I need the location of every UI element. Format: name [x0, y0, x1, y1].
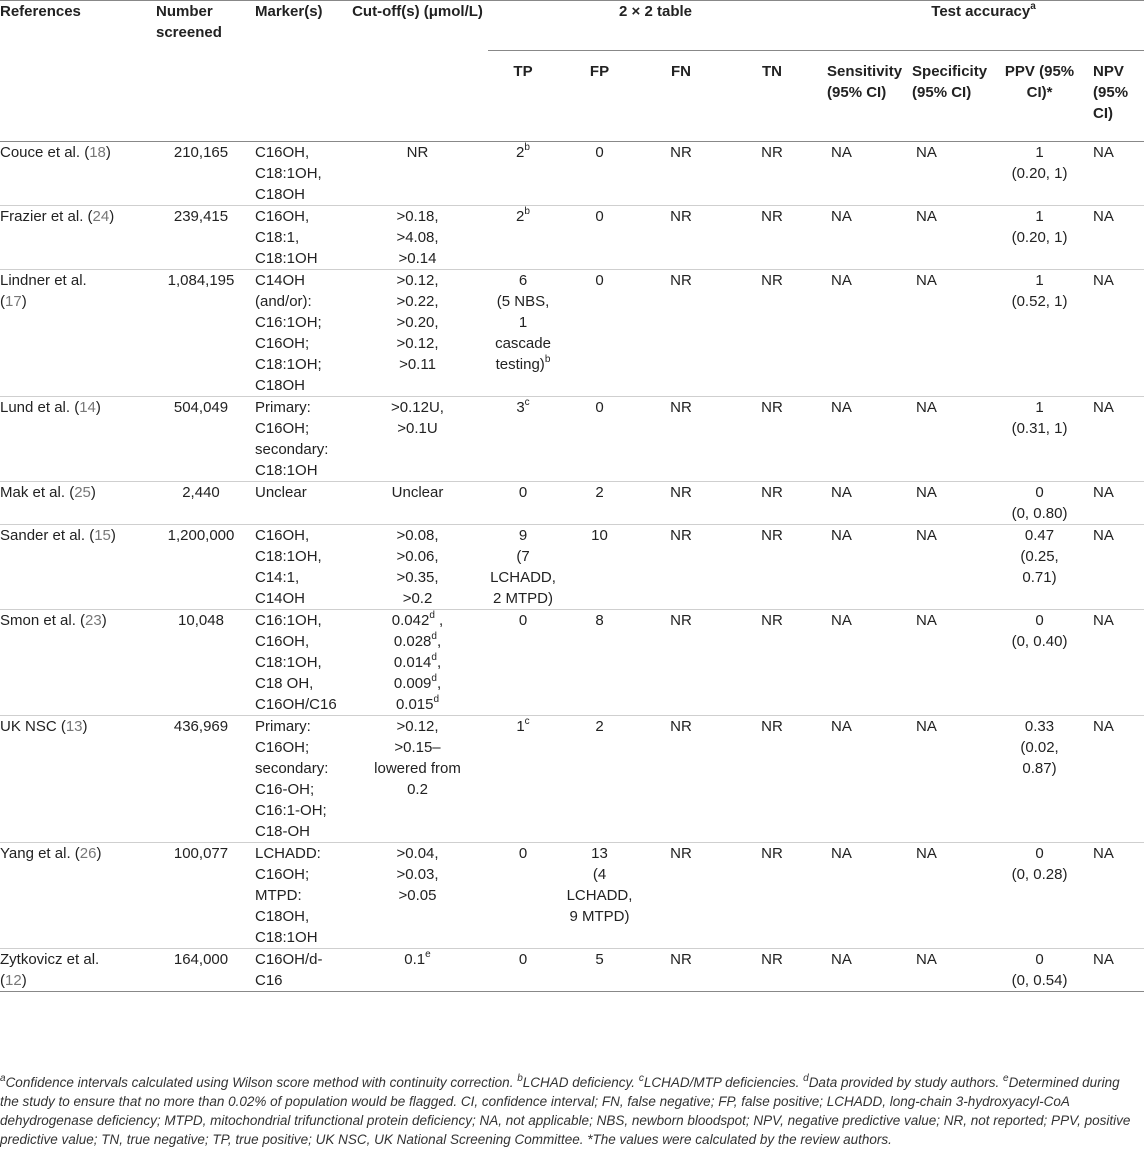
- cell-tp: 2$^b$: [488, 142, 558, 206]
- cell-ppv: 1 (0.20, 1): [994, 142, 1085, 206]
- header-row-1: [0, 1, 1144, 62]
- footnote-text: Data provided by study authors.: [808, 1075, 1004, 1090]
- table-footnotes: [0, 1073, 1140, 1149]
- cell-fn: NR: [641, 142, 721, 206]
- cell-reference: UK NSC (13): [0, 716, 150, 843]
- superscript-note: d: [803, 1072, 809, 1084]
- cell-fp: 0: [558, 397, 641, 482]
- footnote-text: LCHAD/MTP deficiencies.: [643, 1075, 804, 1090]
- cell-markers: C16:1OH, C16OH, C18:1OH, C18 OH, C16OH/C16: [252, 610, 347, 716]
- superscript-note: b: [524, 142, 530, 153]
- header-fn: FN: [641, 61, 721, 142]
- superscript-note: b: [517, 1072, 523, 1084]
- cell-npv: NA: [1085, 206, 1144, 270]
- header-markers: Marker(s): [252, 1, 347, 142]
- cell-sensitivity: NA: [823, 716, 908, 843]
- superscript-note: d: [433, 694, 440, 705]
- superscript-note: d: [431, 673, 437, 684]
- cell-tn: NR: [721, 397, 823, 482]
- cell-cutoff: >0.18, >4.08, >0.14: [347, 206, 488, 270]
- cell-markers: C16OH, C18:1OH, C18OH: [252, 142, 347, 206]
- cell-fn: NR: [641, 206, 721, 270]
- cell-tn: NR: [721, 270, 823, 397]
- cell-fn: NR: [641, 949, 721, 992]
- cell-sensitivity: NA: [823, 482, 908, 525]
- cell-npv: NA: [1085, 142, 1144, 206]
- cell-tn: NR: [721, 949, 823, 992]
- footnote-text: Determined during the study to ensure that no more than 0.02% of population would be flagged. CI, confidence interval; FN, false negative; FP, false positive; LCHADD, long-chain 3-hydroxyacyl-CoA dehydrogenase deficiency; MTPD, mitochondrial trifunctional protein deficiency; NA, not applicable; NBS, newborn bloodspot; NPV, negative predictive value; NR, not reported; PPV, positive predictive value; TN, true negative; TP, true positive; UK NSC, UK National Screening Committee. *The values were calculated by the review authors.: [0, 1075, 1131, 1147]
- cell-npv: NA: [1085, 482, 1144, 525]
- cell-ppv: 0.47 (0.25, 0.71): [994, 525, 1085, 610]
- reference-link[interactable]: 15: [94, 527, 111, 544]
- table-row: [0, 525, 1144, 610]
- cell-reference: Zytkovicz et al. (12): [0, 949, 150, 992]
- cell-number-screened: 504,049: [150, 397, 252, 482]
- cell-specificity: NA: [908, 142, 994, 206]
- cell-tn: NR: [721, 610, 823, 716]
- superscript-note: d: [431, 652, 437, 663]
- cell-tn: NR: [721, 142, 823, 206]
- cell-tp: 0: [488, 610, 558, 716]
- cell-markers: Unclear: [252, 482, 347, 525]
- reference-link[interactable]: 14: [79, 399, 96, 416]
- table-row: [0, 397, 1144, 482]
- superscript-note: d: [431, 631, 437, 642]
- cell-npv: NA: [1085, 270, 1144, 397]
- cell-fn: NR: [641, 270, 721, 397]
- cell-tp: 9 (7 LCHADD, 2 MTPD): [488, 525, 558, 610]
- cell-cutoff: >0.04, >0.03, >0.05: [347, 843, 488, 949]
- table-row: [0, 716, 1144, 843]
- cell-tp: 6 (5 NBS, 1 cascade testing)$^b$: [488, 270, 558, 397]
- cell-reference: Mak et al. (25): [0, 482, 150, 525]
- cell-fn: NR: [641, 397, 721, 482]
- cell-markers: LCHADD: C16OH; MTPD: C18OH, C18:1OH: [252, 843, 347, 949]
- cell-sensitivity: NA: [823, 397, 908, 482]
- header-ppv: PPV (95% CI)*: [994, 61, 1085, 142]
- cell-number-screened: 164,000: [150, 949, 252, 992]
- cell-number-screened: 210,165: [150, 142, 252, 206]
- header-number-screened: Number screened: [150, 1, 252, 142]
- cell-fp: 5: [558, 949, 641, 992]
- cell-npv: NA: [1085, 716, 1144, 843]
- cell-ppv: 0 (0, 0.40): [994, 610, 1085, 716]
- cell-cutoff: >0.12, >0.15– lowered from 0.2: [347, 716, 488, 843]
- header-2x2-table: 2 × 2 table: [488, 1, 823, 62]
- cell-sensitivity: NA: [823, 206, 908, 270]
- cell-markers: C16OH, C18:1OH, C14:1, C14OH: [252, 525, 347, 610]
- cell-tp: 0: [488, 949, 558, 992]
- reference-link[interactable]: 18: [89, 144, 106, 161]
- superscript-note: e: [1003, 1072, 1009, 1084]
- cell-npv: NA: [1085, 843, 1144, 949]
- cell-specificity: NA: [908, 525, 994, 610]
- cell-number-screened: 100,077: [150, 843, 252, 949]
- cell-markers: C16OH/d- C16: [252, 949, 347, 992]
- superscript-note: d: [429, 610, 435, 621]
- cell-specificity: NA: [908, 843, 994, 949]
- table-row: [0, 610, 1144, 716]
- reference-link[interactable]: 13: [65, 718, 83, 735]
- cell-sensitivity: NA: [823, 142, 908, 206]
- cell-number-screened: 10,048: [150, 610, 252, 716]
- cell-ppv: 0 (0, 0.80): [994, 482, 1085, 525]
- cell-ppv: 0.33 (0.02, 0.87): [994, 716, 1085, 843]
- superscript-note: c: [638, 1072, 644, 1084]
- cell-specificity: NA: [908, 610, 994, 716]
- cell-reference: Lund et al. (14): [0, 397, 150, 482]
- cell-tn: NR: [721, 525, 823, 610]
- reference-link[interactable]: 17: [5, 293, 22, 310]
- cell-reference: Sander et al. (15): [0, 525, 150, 610]
- cell-cutoff: NR: [347, 142, 488, 206]
- cell-ppv: 0 (0, 0.54): [994, 949, 1085, 992]
- cell-number-screened: 436,969: [150, 716, 252, 843]
- cell-ppv: 1 (0.31, 1): [994, 397, 1085, 482]
- reference-link[interactable]: 25: [74, 484, 91, 501]
- header-cutoffs: Cut-off(s) (μmol/L): [347, 1, 488, 142]
- cell-ppv: 1 (0.52, 1): [994, 270, 1085, 397]
- cell-fp: 2: [558, 482, 641, 525]
- footnote-text: Confidence intervals calculated using Wilson score method with continuity correction.: [5, 1075, 518, 1090]
- cell-sensitivity: NA: [823, 610, 908, 716]
- cell-cutoff: >0.12, >0.22, >0.20, >0.12, >0.11: [347, 270, 488, 397]
- superscript-note: e: [425, 949, 431, 960]
- footnote-text: LCHAD deficiency.: [522, 1075, 639, 1090]
- cell-cutoff: Unclear: [347, 482, 488, 525]
- cell-reference: Couce et al. (18): [0, 142, 150, 206]
- superscript-note: c: [524, 397, 530, 408]
- cell-npv: NA: [1085, 397, 1144, 482]
- cell-number-screened: 239,415: [150, 206, 252, 270]
- cell-npv: NA: [1085, 949, 1144, 992]
- cell-number-screened: 2,440: [150, 482, 252, 525]
- header-references: References: [0, 1, 150, 142]
- header-fp: FP: [558, 61, 641, 142]
- cell-ppv: 1 (0.20, 1): [994, 206, 1085, 270]
- cell-fn: NR: [641, 482, 721, 525]
- cell-specificity: NA: [908, 206, 994, 270]
- cell-cutoff: >0.08, >0.06, >0.35, >0.2: [347, 525, 488, 610]
- reference-link[interactable]: 23: [85, 612, 102, 629]
- cell-sensitivity: NA: [823, 949, 908, 992]
- cell-fp: 0: [558, 270, 641, 397]
- cell-reference: Yang et al. (26): [0, 843, 150, 949]
- cell-sensitivity: NA: [823, 270, 908, 397]
- cell-fp: 0: [558, 142, 641, 206]
- cell-reference: Frazier et al. (24): [0, 206, 150, 270]
- cell-fn: NR: [641, 610, 721, 716]
- header-npv: NPV (95% CI): [1085, 61, 1144, 142]
- header-specificity: Specificity (95% CI): [908, 61, 994, 142]
- cell-sensitivity: NA: [823, 525, 908, 610]
- cell-tp: 0: [488, 843, 558, 949]
- cell-tn: NR: [721, 206, 823, 270]
- cell-specificity: NA: [908, 482, 994, 525]
- cell-tp: 3$^c$: [488, 397, 558, 482]
- superscript-note: c: [524, 716, 530, 727]
- cell-fp: 0: [558, 206, 641, 270]
- cell-specificity: NA: [908, 716, 994, 843]
- cell-npv: NA: [1085, 610, 1144, 716]
- cell-markers: C16OH, C18:1, C18:1OH: [252, 206, 347, 270]
- table-body: [0, 142, 1144, 992]
- table-row: [0, 949, 1144, 992]
- cell-fp: 2: [558, 716, 641, 843]
- cell-number-screened: 1,200,000: [150, 525, 252, 610]
- reference-link[interactable]: 12: [5, 972, 22, 989]
- header-tn: TN: [721, 61, 823, 142]
- header-tp: TP: [488, 61, 558, 142]
- cell-reference: Lindner et al. (17): [0, 270, 150, 397]
- reference-link[interactable]: 24: [92, 208, 110, 225]
- superscript-note: b: [524, 206, 530, 217]
- table-row: [0, 142, 1144, 206]
- cell-markers: Primary: C16OH; secondary: C16-OH; C16:1-OH; C18-OH: [252, 716, 347, 843]
- cell-specificity: NA: [908, 397, 994, 482]
- header-test-accuracy: Test accuracy$^a$: [823, 1, 1144, 62]
- table-row: [0, 270, 1144, 397]
- header-sensitivity: Sensitivity (95% CI): [823, 61, 908, 142]
- cell-specificity: NA: [908, 270, 994, 397]
- cell-fp: 8: [558, 610, 641, 716]
- cell-fp: 13 (4 LCHADD, 9 MTPD): [558, 843, 641, 949]
- cell-tn: NR: [721, 716, 823, 843]
- cell-markers: C14OH (and/or): C16:1OH; C16OH; C18:1OH; C18OH: [252, 270, 347, 397]
- cell-specificity: NA: [908, 949, 994, 992]
- cell-tp: 0: [488, 482, 558, 525]
- reference-link[interactable]: 26: [79, 845, 97, 862]
- cell-fn: NR: [641, 525, 721, 610]
- table-row: [0, 482, 1144, 525]
- cell-cutoff: >0.12U, >0.1U: [347, 397, 488, 482]
- cell-ppv: 0 (0, 0.28): [994, 843, 1085, 949]
- cell-fp: 10: [558, 525, 641, 610]
- cell-reference: Smon et al. (23): [0, 610, 150, 716]
- cell-tn: NR: [721, 843, 823, 949]
- cell-npv: NA: [1085, 525, 1144, 610]
- cell-tn: NR: [721, 482, 823, 525]
- superscript-note: b: [544, 354, 551, 365]
- table-row: [0, 843, 1144, 949]
- cell-cutoff: 0.042$^d$ , 0.028$^d$, 0.014$^d$, 0.009$^d$, 0.015$^d$: [347, 610, 488, 716]
- cell-sensitivity: NA: [823, 843, 908, 949]
- cell-number-screened: 1,084,195: [150, 270, 252, 397]
- cell-fn: NR: [641, 843, 721, 949]
- cell-tp: 1$^c$: [488, 716, 558, 843]
- table-row: [0, 206, 1144, 270]
- cell-markers: Primary: C16OH; secondary: C18:1OH: [252, 397, 347, 482]
- cell-cutoff: 0.1e: [347, 949, 488, 992]
- cell-fn: NR: [641, 716, 721, 843]
- cell-tp: 2$^b$: [488, 206, 558, 270]
- superscript-note: a: [0, 1072, 6, 1084]
